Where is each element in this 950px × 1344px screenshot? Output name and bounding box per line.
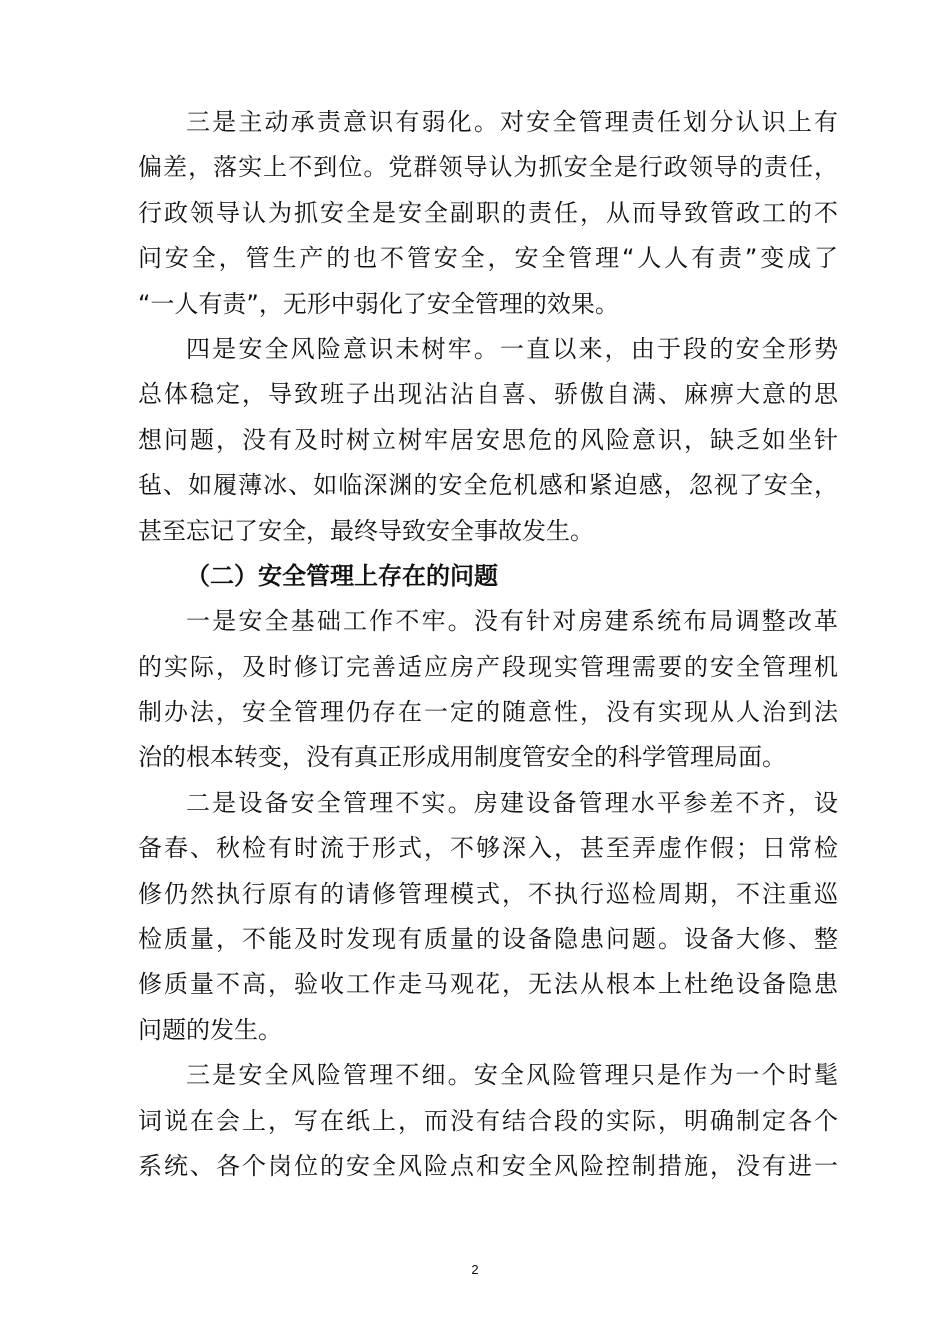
section-heading: （二）安全管理上存在的问题	[186, 561, 498, 590]
text-line: 修仍然执行原有的请修管理模式，不执行巡检周期，不注重巡	[138, 879, 838, 908]
text-line: 词说在会上，写在纸上，而没有结合段的实际，明确制定各个	[138, 1106, 838, 1135]
text-line: 的实际，及时修订完善适应房产段现实管理需要的安全管理机	[138, 652, 838, 681]
text-line: 一是安全基础工作不牢。没有针对房建系统布局调整改革	[186, 607, 838, 636]
text-line: 系统、各个岗位的安全风险点和安全风险控制措施，没有进一	[138, 1151, 838, 1180]
text-line: 检质量，不能及时发现有质量的设备隐患问题。设备大修、整	[138, 925, 838, 954]
text-line: 问题的发生。	[138, 1015, 282, 1044]
text-line: 想问题，没有及时树立树牢居安思危的风险意识，缺乏如坐针	[138, 425, 838, 454]
text-line: 四是安全风险意识未树牢。一直以来，由于段的安全形势	[186, 334, 838, 363]
text-line: 行政领导认为抓安全是安全副职的责任，从而导致管政工的不	[138, 198, 838, 227]
text-line: 三是安全风险管理不细。安全风险管理只是作为一个时髦	[186, 1061, 838, 1090]
text-line: 制办法，安全管理仍存在一定的随意性，没有实现从人治到法	[138, 698, 838, 727]
document-body	[138, 100, 838, 1189]
text-line: 三是主动承责意识有弱化。对安全管理责任划分认识上有	[186, 108, 838, 136]
text-line: 偏差，落实上不到位。党群领导认为抓安全是行政领导的责任，	[138, 153, 838, 182]
text-line: 修质量不高，验收工作走马观花，无法从根本上杜绝设备隐患	[138, 970, 838, 999]
page-number: 2	[471, 1262, 479, 1277]
text-line: 二是设备安全管理不实。房建设备管理水平参差不齐，设	[186, 788, 838, 817]
text-line: 总体稳定，导致班子出现沾沾自喜、骄傲自满、麻痹大意的思	[138, 380, 838, 409]
text-line: 毡、如履薄冰、如临深渊的安全危机感和紧迫感，忽视了安全，	[138, 471, 838, 500]
text-line: 问安全，管生产的也不管安全，安全管理“人人有责”变成了	[138, 244, 838, 273]
text-line: 备春、秋检有时流于形式，不够深入，甚至弄虚作假；日常检	[138, 834, 838, 863]
text-line: “一人有责”，无形中弱化了安全管理的效果。	[138, 289, 619, 318]
text-line: 治的根本转变，没有真正形成用制度管安全的科学管理局面。	[138, 743, 786, 772]
text-line: 甚至忘记了安全，最终导致安全事故发生。	[138, 516, 594, 545]
